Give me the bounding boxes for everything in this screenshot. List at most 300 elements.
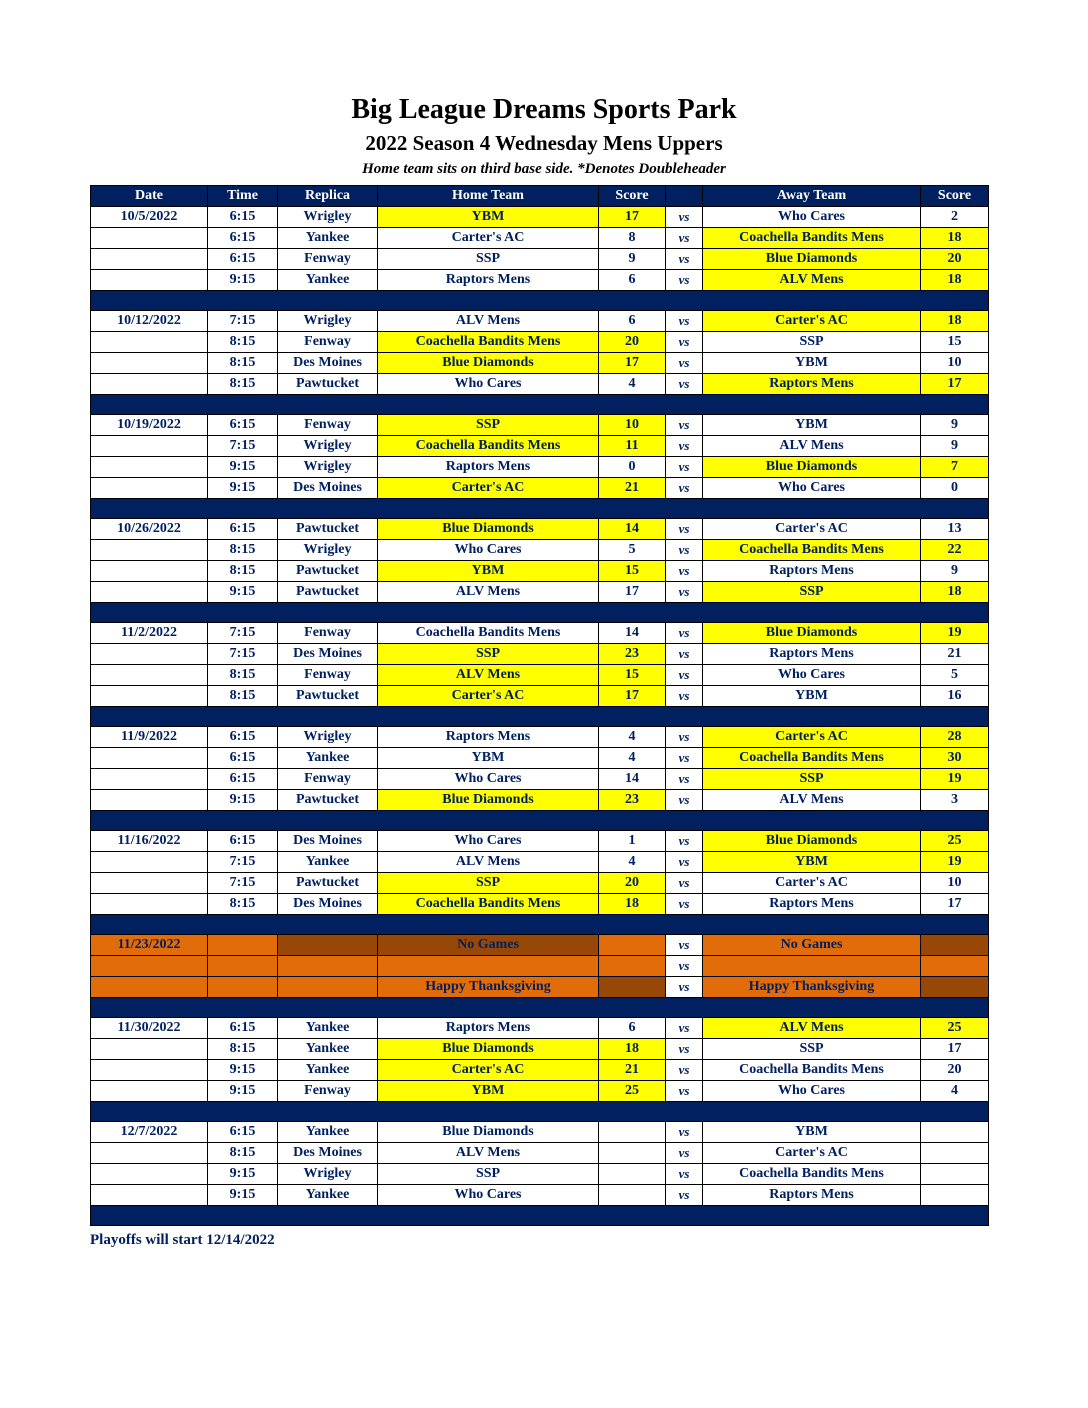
home-team-cell: ALV Mens: [378, 311, 599, 332]
away-score-cell: [921, 956, 989, 977]
date-cell: [91, 582, 208, 603]
home-team-cell: Blue Diamonds: [378, 353, 599, 374]
replica-cell: Yankee: [278, 1122, 378, 1143]
col-header-date: Date: [91, 186, 208, 207]
home-team-note: Home team sits on third base side. *Denotes Doubleheader: [362, 161, 726, 177]
time-cell: [208, 977, 278, 998]
away-team-cell: YBM: [703, 852, 921, 873]
home-team-cell: Coachella Bandits Mens: [378, 436, 599, 457]
vs-cell: vs: [666, 665, 703, 686]
vs-cell: vs: [666, 956, 703, 977]
home-score-cell: 17: [599, 207, 666, 228]
vs-cell: vs: [666, 353, 703, 374]
time-cell: 6:15: [208, 1018, 278, 1039]
away-score-cell: 2: [921, 207, 989, 228]
away-score-cell: 18: [921, 582, 989, 603]
home-score-cell: 15: [599, 561, 666, 582]
home-score-cell: 6: [599, 311, 666, 332]
col-header-away-team: Away Team: [703, 186, 921, 207]
vs-cell: vs: [666, 207, 703, 228]
game-row: [91, 665, 989, 686]
away-score-cell: 7: [921, 457, 989, 478]
home-team-cell: Who Cares: [378, 1185, 599, 1206]
playoffs-note: Playoffs will start 12/14/2022: [90, 1232, 275, 1248]
game-row: [91, 207, 989, 228]
home-team-cell: YBM: [378, 207, 599, 228]
away-team-cell: Carter's AC: [703, 1143, 921, 1164]
vs-cell: vs: [666, 457, 703, 478]
away-team-cell: YBM: [703, 1122, 921, 1143]
home-team-cell: SSP: [378, 873, 599, 894]
away-team-cell: Who Cares: [703, 207, 921, 228]
away-score-cell: 17: [921, 894, 989, 915]
vs-cell: vs: [666, 561, 703, 582]
time-cell: 7:15: [208, 873, 278, 894]
away-score-cell: 28: [921, 727, 989, 748]
time-cell: 7:15: [208, 623, 278, 644]
replica-cell: Des Moines: [278, 894, 378, 915]
page-title: Big League Dreams Sports Park: [351, 94, 737, 125]
game-row: [91, 1143, 989, 1164]
away-team-cell: SSP: [703, 1039, 921, 1060]
game-row: [91, 769, 989, 790]
away-team-cell: ALV Mens: [703, 436, 921, 457]
away-team-cell: Carter's AC: [703, 727, 921, 748]
home-team-cell: Who Cares: [378, 769, 599, 790]
away-team-cell: SSP: [703, 769, 921, 790]
replica-cell: Fenway: [278, 665, 378, 686]
home-team-cell: Blue Diamonds: [378, 1122, 599, 1143]
date-cell: [91, 665, 208, 686]
time-cell: 8:15: [208, 332, 278, 353]
replica-cell: Wrigley: [278, 727, 378, 748]
game-row: [91, 748, 989, 769]
date-cell: [91, 457, 208, 478]
col-header-replica: Replica: [278, 186, 378, 207]
game-row: [91, 1185, 989, 1206]
replica-cell: Yankee: [278, 1185, 378, 1206]
home-score-cell: 4: [599, 748, 666, 769]
time-cell: 6:15: [208, 519, 278, 540]
date-cell: [91, 332, 208, 353]
home-score-cell: [599, 956, 666, 977]
time-cell: 6:15: [208, 207, 278, 228]
home-team-cell: No Games: [378, 935, 599, 956]
time-cell: 7:15: [208, 311, 278, 332]
away-score-cell: 25: [921, 1018, 989, 1039]
game-row: [91, 686, 989, 707]
date-cell: [91, 1081, 208, 1102]
vs-cell: vs: [666, 311, 703, 332]
replica-cell: Yankee: [278, 1060, 378, 1081]
home-team-cell: Who Cares: [378, 831, 599, 852]
vs-cell: vs: [666, 727, 703, 748]
home-team-cell: Raptors Mens: [378, 457, 599, 478]
vs-cell: vs: [666, 644, 703, 665]
away-team-cell: Carter's AC: [703, 873, 921, 894]
date-cell: [91, 977, 208, 998]
time-cell: 8:15: [208, 353, 278, 374]
replica-cell: Pawtucket: [278, 519, 378, 540]
time-cell: 9:15: [208, 790, 278, 811]
home-team-cell: Carter's AC: [378, 228, 599, 249]
date-cell: [91, 249, 208, 270]
home-score-cell: [599, 1185, 666, 1206]
replica-cell: Wrigley: [278, 311, 378, 332]
away-team-cell: Blue Diamonds: [703, 623, 921, 644]
home-score-cell: [599, 1143, 666, 1164]
home-team-cell: Who Cares: [378, 374, 599, 395]
vs-cell: vs: [666, 249, 703, 270]
home-team-cell: Raptors Mens: [378, 727, 599, 748]
replica-cell: Yankee: [278, 1039, 378, 1060]
home-score-cell: 4: [599, 727, 666, 748]
vs-cell: vs: [666, 623, 703, 644]
vs-cell: vs: [666, 977, 703, 998]
home-score-cell: [599, 1122, 666, 1143]
replica-cell: Yankee: [278, 1018, 378, 1039]
home-score-cell: 15: [599, 665, 666, 686]
home-team-cell: Raptors Mens: [378, 270, 599, 291]
home-score-cell: 4: [599, 374, 666, 395]
time-cell: 6:15: [208, 249, 278, 270]
away-team-cell: SSP: [703, 332, 921, 353]
home-score-cell: 1: [599, 831, 666, 852]
away-team-cell: Coachella Bandits Mens: [703, 748, 921, 769]
home-score-cell: 21: [599, 478, 666, 499]
home-team-cell: YBM: [378, 561, 599, 582]
date-cell: [91, 478, 208, 499]
away-score-cell: 10: [921, 873, 989, 894]
replica-cell: Wrigley: [278, 207, 378, 228]
replica-cell: Yankee: [278, 748, 378, 769]
away-team-cell: Coachella Bandits Mens: [703, 228, 921, 249]
time-cell: 6:15: [208, 748, 278, 769]
separator-row: [91, 395, 989, 415]
time-cell: 8:15: [208, 561, 278, 582]
home-score-cell: 17: [599, 353, 666, 374]
game-row: [91, 1060, 989, 1081]
game-row: [91, 1122, 989, 1143]
special-row: [91, 956, 989, 977]
time-cell: 6:15: [208, 769, 278, 790]
replica-cell: Des Moines: [278, 478, 378, 499]
separator-cell: [91, 395, 989, 415]
date-cell: [91, 1143, 208, 1164]
home-score-cell: 14: [599, 623, 666, 644]
special-row: [91, 977, 989, 998]
home-team-cell: Blue Diamonds: [378, 519, 599, 540]
home-score-cell: 23: [599, 790, 666, 811]
away-team-cell: SSP: [703, 582, 921, 603]
game-row: [91, 1081, 989, 1102]
time-cell: 8:15: [208, 374, 278, 395]
home-team-cell: SSP: [378, 249, 599, 270]
home-team-cell: Coachella Bandits Mens: [378, 332, 599, 353]
away-team-cell: No Games: [703, 935, 921, 956]
away-score-cell: [921, 977, 989, 998]
vs-cell: vs: [666, 831, 703, 852]
away-score-cell: 25: [921, 831, 989, 852]
vs-cell: vs: [666, 436, 703, 457]
replica-cell: Yankee: [278, 852, 378, 873]
home-team-cell: Blue Diamonds: [378, 1039, 599, 1060]
home-score-cell: [599, 977, 666, 998]
away-team-cell: Raptors Mens: [703, 561, 921, 582]
date-cell: [91, 873, 208, 894]
replica-cell: Yankee: [278, 228, 378, 249]
home-score-cell: 18: [599, 1039, 666, 1060]
date-cell: 11/23/2022: [91, 935, 208, 956]
game-row: [91, 374, 989, 395]
replica-cell: [278, 956, 378, 977]
date-cell: [91, 270, 208, 291]
away-team-cell: Who Cares: [703, 478, 921, 499]
home-score-cell: 11: [599, 436, 666, 457]
home-score-cell: 14: [599, 769, 666, 790]
away-score-cell: 16: [921, 686, 989, 707]
time-cell: 6:15: [208, 415, 278, 436]
away-score-cell: 9: [921, 415, 989, 436]
away-score-cell: 30: [921, 748, 989, 769]
date-cell: 11/30/2022: [91, 1018, 208, 1039]
replica-cell: Fenway: [278, 332, 378, 353]
date-cell: 10/19/2022: [91, 415, 208, 436]
replica-cell: Pawtucket: [278, 790, 378, 811]
away-team-cell: Happy Thanksgiving: [703, 977, 921, 998]
replica-cell: [278, 977, 378, 998]
replica-cell: Des Moines: [278, 644, 378, 665]
time-cell: 9:15: [208, 270, 278, 291]
separator-row: [91, 998, 989, 1018]
game-row: [91, 623, 989, 644]
date-cell: [91, 228, 208, 249]
separator-row: [91, 1102, 989, 1122]
date-cell: [91, 561, 208, 582]
away-score-cell: 22: [921, 540, 989, 561]
separator-cell: [91, 811, 989, 831]
vs-cell: vs: [666, 519, 703, 540]
game-row: [91, 270, 989, 291]
away-team-cell: ALV Mens: [703, 1018, 921, 1039]
date-cell: [91, 1185, 208, 1206]
separator-cell: [91, 499, 989, 519]
time-cell: 9:15: [208, 1185, 278, 1206]
date-cell: [91, 374, 208, 395]
replica-cell: Pawtucket: [278, 686, 378, 707]
home-team-cell: Blue Diamonds: [378, 790, 599, 811]
separator-row: [91, 499, 989, 519]
vs-cell: vs: [666, 1143, 703, 1164]
away-score-cell: 5: [921, 665, 989, 686]
away-score-cell: 19: [921, 769, 989, 790]
replica-cell: Fenway: [278, 623, 378, 644]
away-team-cell: Raptors Mens: [703, 1185, 921, 1206]
game-row: [91, 873, 989, 894]
date-cell: [91, 1039, 208, 1060]
game-row: [91, 478, 989, 499]
game-row: [91, 353, 989, 374]
home-team-cell: SSP: [378, 415, 599, 436]
page-subtitle: 2022 Season 4 Wednesday Mens Uppers: [365, 131, 723, 155]
replica-cell: Pawtucket: [278, 561, 378, 582]
away-team-cell: ALV Mens: [703, 790, 921, 811]
date-cell: [91, 1164, 208, 1185]
replica-cell: Des Moines: [278, 353, 378, 374]
away-score-cell: 18: [921, 270, 989, 291]
time-cell: [208, 956, 278, 977]
away-score-cell: 9: [921, 561, 989, 582]
game-row: [91, 249, 989, 270]
date-cell: 10/26/2022: [91, 519, 208, 540]
away-score-cell: 20: [921, 1060, 989, 1081]
separator-row: [91, 707, 989, 727]
game-row: [91, 540, 989, 561]
away-score-cell: [921, 1143, 989, 1164]
replica-cell: Pawtucket: [278, 374, 378, 395]
away-team-cell: Coachella Bandits Mens: [703, 1060, 921, 1081]
home-score-cell: 8: [599, 228, 666, 249]
game-row: [91, 1018, 989, 1039]
date-cell: [91, 1060, 208, 1081]
col-header-time: Time: [208, 186, 278, 207]
time-cell: 7:15: [208, 852, 278, 873]
away-score-cell: 19: [921, 623, 989, 644]
home-score-cell: 20: [599, 332, 666, 353]
away-score-cell: 21: [921, 644, 989, 665]
separator-row: [91, 811, 989, 831]
time-cell: 9:15: [208, 1081, 278, 1102]
away-team-cell: Blue Diamonds: [703, 249, 921, 270]
time-cell: 6:15: [208, 727, 278, 748]
vs-cell: vs: [666, 270, 703, 291]
away-score-cell: 17: [921, 374, 989, 395]
home-score-cell: 20: [599, 873, 666, 894]
date-cell: 11/16/2022: [91, 831, 208, 852]
separator-cell: [91, 915, 989, 935]
replica-cell: Wrigley: [278, 436, 378, 457]
home-team-cell: YBM: [378, 1081, 599, 1102]
separator-cell: [91, 998, 989, 1018]
separator-cell: [91, 291, 989, 311]
home-score-cell: 10: [599, 415, 666, 436]
replica-cell: Fenway: [278, 249, 378, 270]
separator-row: [91, 915, 989, 935]
vs-cell: vs: [666, 873, 703, 894]
game-row: [91, 894, 989, 915]
game-row: [91, 415, 989, 436]
game-row: [91, 852, 989, 873]
header-row: [91, 186, 989, 207]
date-cell: [91, 644, 208, 665]
vs-cell: vs: [666, 415, 703, 436]
schedule-body: [91, 207, 989, 1226]
date-cell: [91, 353, 208, 374]
time-cell: 6:15: [208, 1122, 278, 1143]
away-team-cell: YBM: [703, 686, 921, 707]
vs-cell: vs: [666, 1122, 703, 1143]
separator-row: [91, 603, 989, 623]
game-row: [91, 790, 989, 811]
away-score-cell: 18: [921, 228, 989, 249]
home-team-cell: Who Cares: [378, 540, 599, 561]
away-score-cell: 17: [921, 1039, 989, 1060]
time-cell: [208, 935, 278, 956]
time-cell: 9:15: [208, 457, 278, 478]
col-header-home-team: Home Team: [378, 186, 599, 207]
game-row: [91, 228, 989, 249]
home-score-cell: 6: [599, 270, 666, 291]
away-score-cell: 0: [921, 478, 989, 499]
home-team-cell: [378, 956, 599, 977]
game-row: [91, 644, 989, 665]
vs-cell: vs: [666, 748, 703, 769]
vs-cell: vs: [666, 1018, 703, 1039]
away-score-cell: 18: [921, 311, 989, 332]
col-header-vs: [666, 186, 703, 207]
time-cell: 8:15: [208, 1143, 278, 1164]
date-cell: 10/5/2022: [91, 207, 208, 228]
date-cell: [91, 852, 208, 873]
game-row: [91, 1164, 989, 1185]
game-row: [91, 436, 989, 457]
vs-cell: vs: [666, 935, 703, 956]
vs-cell: vs: [666, 1185, 703, 1206]
home-score-cell: 9: [599, 249, 666, 270]
time-cell: 9:15: [208, 1164, 278, 1185]
home-score-cell: 6: [599, 1018, 666, 1039]
vs-cell: vs: [666, 790, 703, 811]
replica-cell: Des Moines: [278, 1143, 378, 1164]
date-cell: 11/2/2022: [91, 623, 208, 644]
game-row: [91, 1039, 989, 1060]
date-cell: [91, 540, 208, 561]
away-team-cell: Raptors Mens: [703, 374, 921, 395]
home-team-cell: ALV Mens: [378, 665, 599, 686]
home-score-cell: 0: [599, 457, 666, 478]
game-row: [91, 332, 989, 353]
away-score-cell: [921, 1122, 989, 1143]
vs-cell: vs: [666, 332, 703, 353]
game-row: [91, 582, 989, 603]
away-score-cell: 4: [921, 1081, 989, 1102]
vs-cell: vs: [666, 852, 703, 873]
time-cell: 8:15: [208, 686, 278, 707]
home-team-cell: ALV Mens: [378, 582, 599, 603]
vs-cell: vs: [666, 228, 703, 249]
home-team-cell: SSP: [378, 644, 599, 665]
home-team-cell: Happy Thanksgiving: [378, 977, 599, 998]
replica-cell: Wrigley: [278, 1164, 378, 1185]
time-cell: 6:15: [208, 228, 278, 249]
away-team-cell: Carter's AC: [703, 311, 921, 332]
vs-cell: vs: [666, 478, 703, 499]
schedule-table: [90, 185, 989, 1226]
away-team-cell: Who Cares: [703, 665, 921, 686]
date-cell: [91, 686, 208, 707]
home-team-cell: Carter's AC: [378, 478, 599, 499]
away-score-cell: [921, 1185, 989, 1206]
away-team-cell: Raptors Mens: [703, 894, 921, 915]
special-row: [91, 935, 989, 956]
time-cell: 9:15: [208, 1060, 278, 1081]
away-score-cell: 13: [921, 519, 989, 540]
vs-cell: vs: [666, 1039, 703, 1060]
away-team-cell: YBM: [703, 353, 921, 374]
home-score-cell: 25: [599, 1081, 666, 1102]
home-score-cell: [599, 1164, 666, 1185]
replica-cell: Fenway: [278, 415, 378, 436]
